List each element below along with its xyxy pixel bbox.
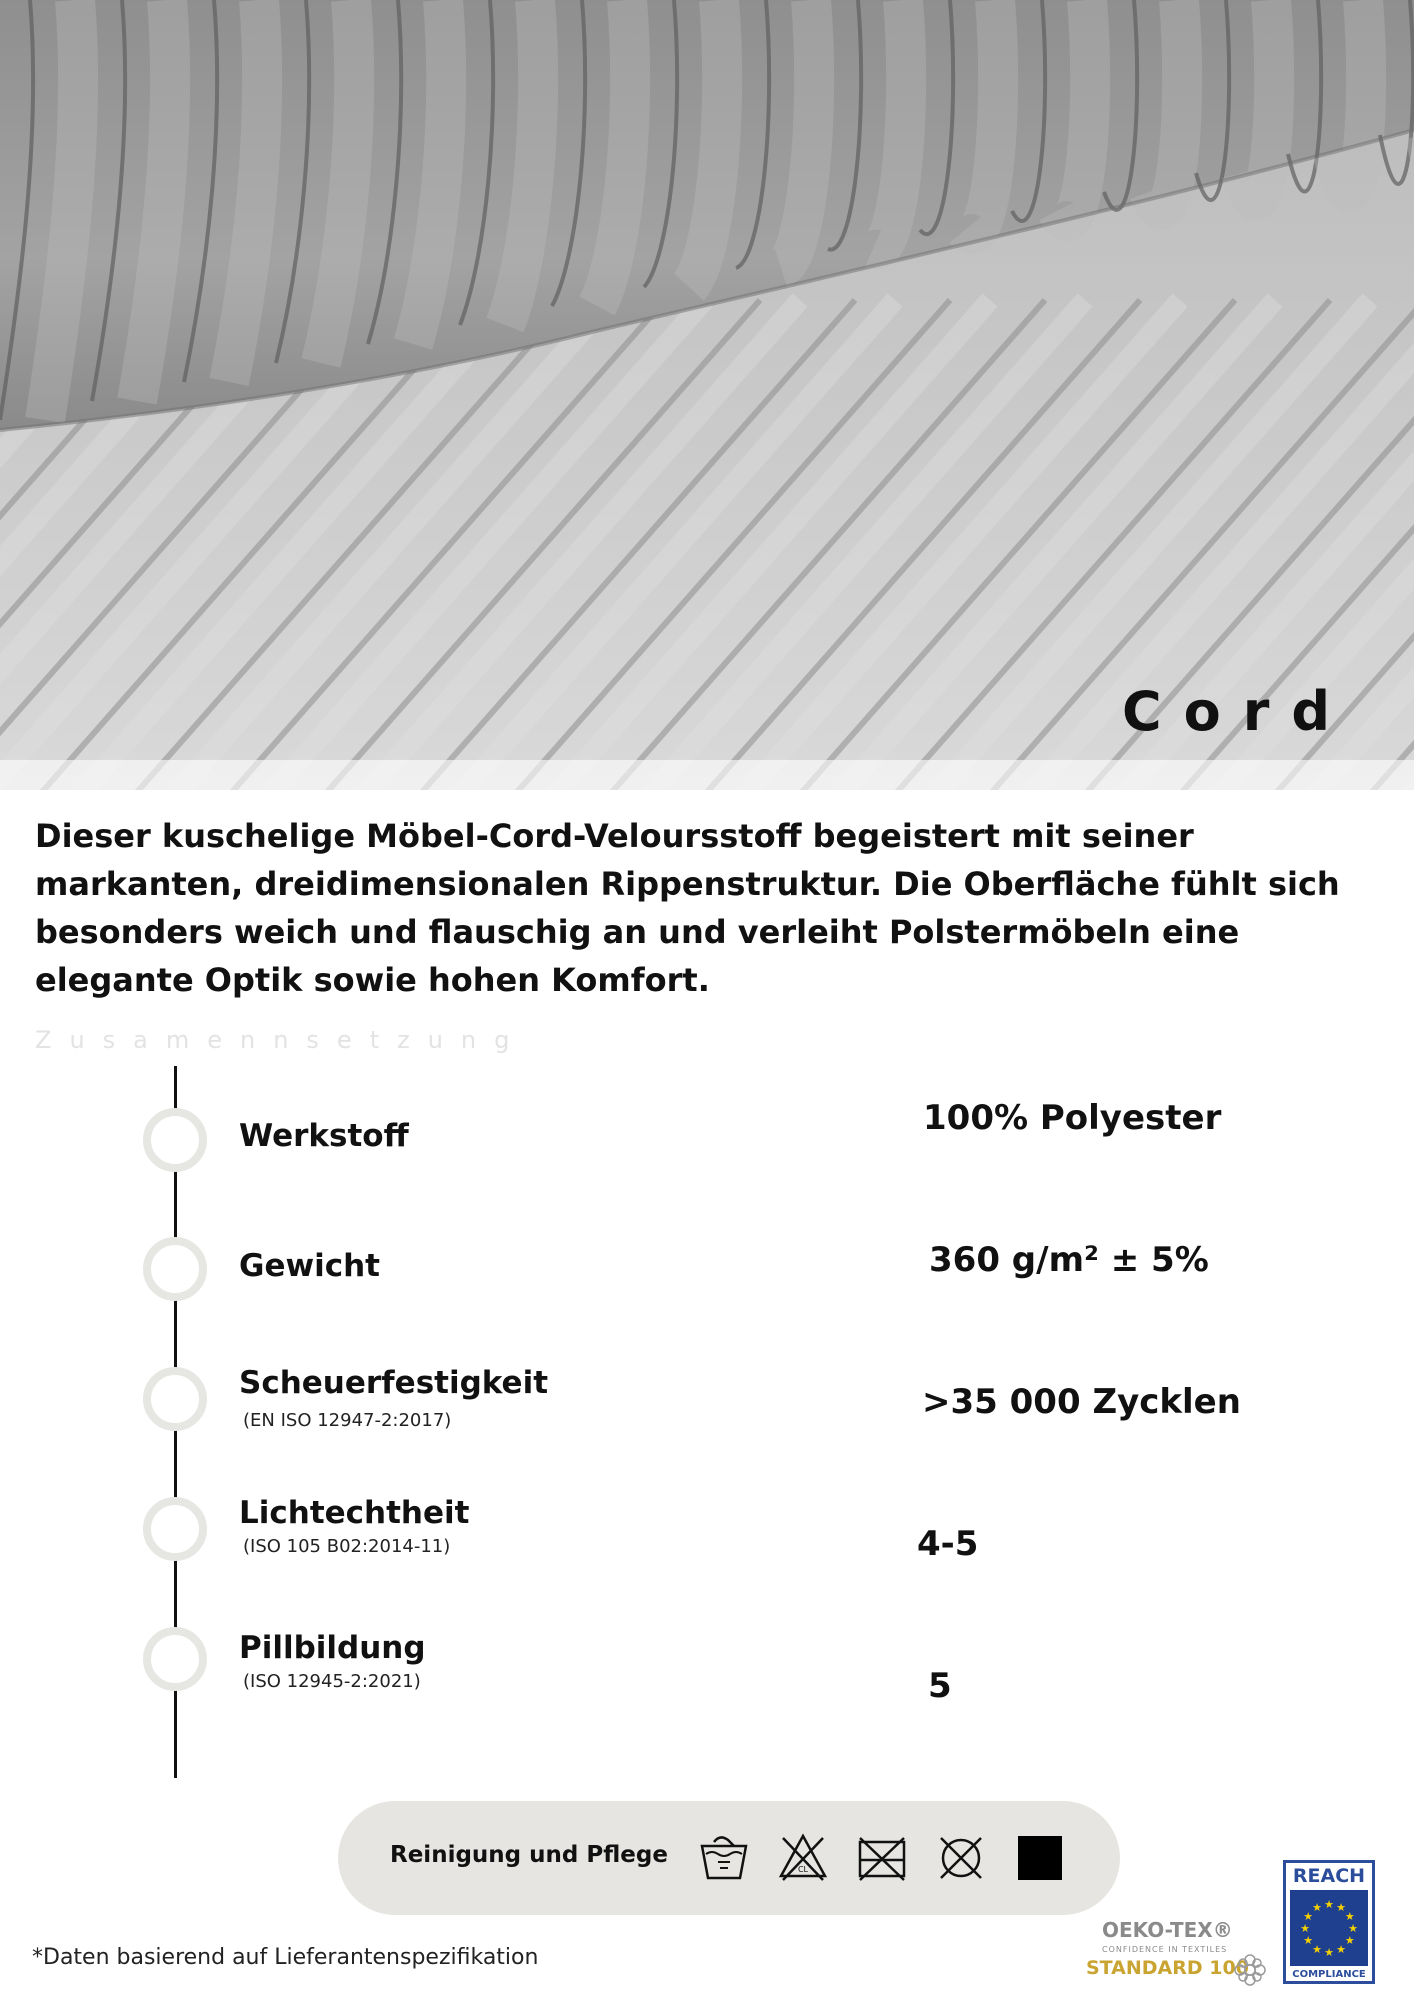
property-standard-scheuerfestigkeit: (EN ISO 12947-2:2017) [243, 1410, 452, 1431]
property-value-pillbildung: 5 [928, 1666, 952, 1706]
eu-star: ★ [1324, 1946, 1334, 1959]
property-value-lichtechtheit: 4-5 [917, 1524, 979, 1564]
oeko-tex-tagline: CONFIDENCE IN TEXTILES [1102, 1945, 1228, 1954]
reach-subtitle: COMPLIANCE [1292, 1969, 1366, 1980]
eu-star: ★ [1336, 1901, 1346, 1915]
eu-star: ★ [1303, 1910, 1314, 1923]
eu-star: ★ [1300, 1922, 1310, 1935]
composition-section-label: Zusamennsetzung [35, 1026, 528, 1054]
eu-flag-icon [1290, 1890, 1368, 1966]
timeline-node-lichtechtheit [143, 1497, 207, 1561]
product-description: Dieser kuschelige Möbel-Cord-Veloursstoff begeistert mit seiner markanten, dreidimensionalen Rippenstruktur. Die Oberfläche fühlt sich besonders weich und flauschig an und verleiht Polstermöbeln eine elegante Optik sowie hohen Komfort. [35, 817, 1340, 999]
product-title: Cord [1121, 680, 1352, 743]
eu-star: ★ [1324, 1898, 1334, 1911]
footnote: *Daten basierend auf Lieferantenspezifikation [32, 1945, 539, 1970]
eu-star: ★ [1344, 1934, 1355, 1947]
oeko-tex-logo [1082, 1912, 1274, 1990]
eu-star: ★ [1348, 1922, 1358, 1935]
no-bleach-icon [777, 1832, 829, 1884]
property-value-gewicht: 360 g/m² ± 5% [929, 1240, 1209, 1280]
property-value-scheuerfestigkeit: >35 000 Zycklen [922, 1382, 1241, 1422]
no-tumble-dry-icon [856, 1832, 908, 1884]
property-label-scheuerfestigkeit: Scheuerfestigkeit [239, 1365, 549, 1401]
eu-star: ★ [1312, 1901, 1322, 1915]
eu-star: ★ [1312, 1942, 1322, 1956]
eu-star: ★ [1344, 1910, 1355, 1923]
no-dry-clean-icon [935, 1832, 987, 1884]
iron-icon [1014, 1832, 1066, 1884]
eu-star: ★ [1336, 1942, 1346, 1956]
corduroy-fabric-illustration [0, 0, 1414, 790]
property-label-gewicht: Gewicht [239, 1248, 380, 1284]
property-standard-pillbildung: (ISO 12945-2:2021) [243, 1671, 421, 1692]
timeline-node-werkstoff [143, 1108, 207, 1172]
fabric-hero-image [0, 0, 1414, 790]
property-label-pillbildung: Pillbildung [239, 1630, 426, 1666]
eu-star: ★ [1303, 1934, 1314, 1947]
reach-compliance-logo [1283, 1860, 1375, 1984]
property-label-lichtechtheit: Lichtechtheit [239, 1495, 470, 1531]
oeko-tex-standard: STANDARD 100 [1086, 1957, 1249, 1979]
oeko-tex-brand: OEKO-TEX® [1102, 1918, 1233, 1942]
property-standard-lichtechtheit: (ISO 105 B02:2014-11) [243, 1536, 451, 1557]
care-label: Reinigung und Pflege [390, 1842, 668, 1868]
oeko-tex-flower-icon [1232, 1952, 1268, 1988]
svg-text:CL: CL [797, 1865, 809, 1874]
timeline-node-pillbildung [143, 1627, 207, 1691]
property-value-werkstoff: 100% Polyester [923, 1098, 1222, 1138]
timeline-node-gewicht [143, 1237, 207, 1301]
property-label-werkstoff: Werkstoff [239, 1118, 409, 1154]
eu-stars-icon [1290, 1890, 1368, 1966]
hand-wash-icon [698, 1832, 750, 1884]
timeline-node-scheuerfestigkeit [143, 1367, 207, 1431]
reach-title: REACH [1292, 1865, 1366, 1887]
